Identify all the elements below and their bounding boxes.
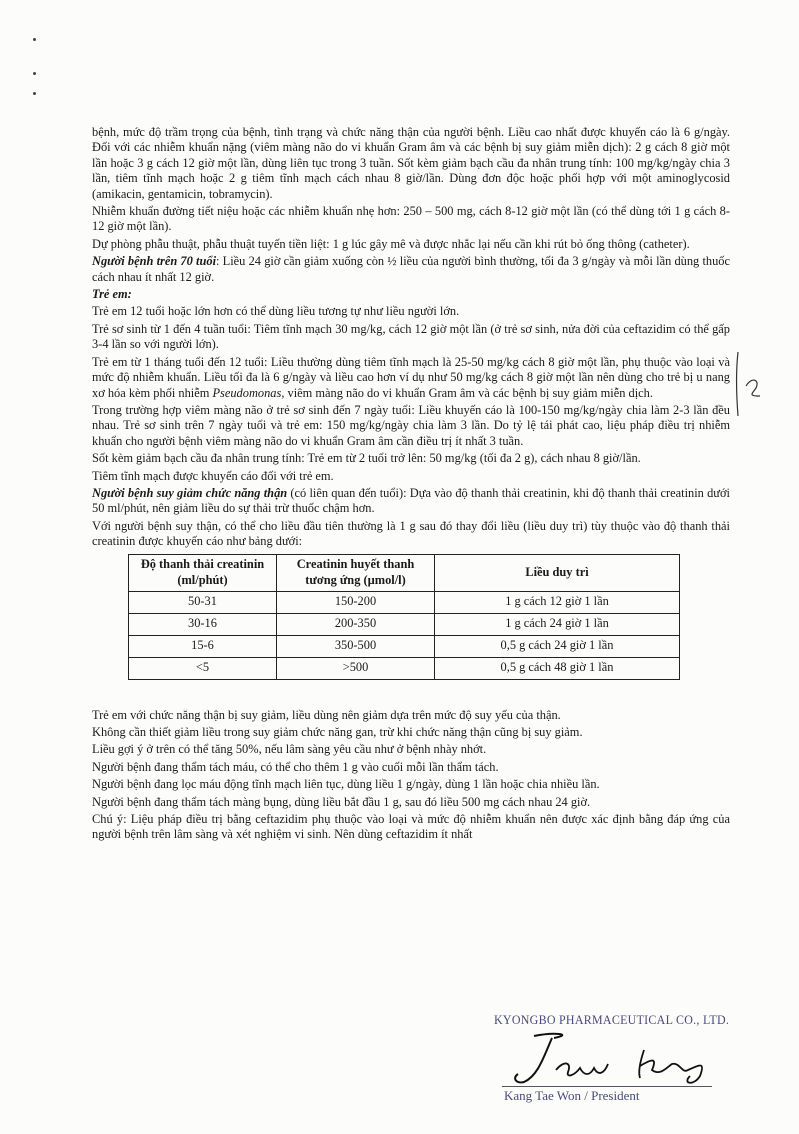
table-cell: <5 xyxy=(129,657,277,679)
paragraph-renal xyxy=(92,486,730,517)
col-header-serum: Creatinin huyết thanh tương ứng (µmol/l) xyxy=(277,554,435,591)
paragraph: Người bệnh đang thẩm tách máu, có thể cho thêm 1 g vào cuối mỗi lần thẩm tách. xyxy=(92,759,499,774)
signature-block xyxy=(494,1010,734,1130)
paragraph: Trẻ em 12 tuổi hoặc lớn hơn có thể dùng liều tương tự như liều người lớn. xyxy=(92,304,460,319)
paragraph: Tiêm tĩnh mạch được khuyến cáo đối với trẻ em. xyxy=(92,468,334,483)
paragraph: Dự phòng phẫu thuật, phẫu thuật tuyến tiền liệt: 1 g lúc gây mê và được nhắc lại nếu cần khi rút bỏ ống thông (catheter). xyxy=(92,236,690,251)
table-row xyxy=(129,613,680,635)
children-heading: Trẻ em xyxy=(92,287,128,302)
table-cell: 350-500 xyxy=(277,635,435,657)
paragraph: Chú ý: Liệu pháp điều trị bằng ceftazidim phụ thuộc vào loại và mức độ nhiễm khuẩn nên được xác định bằng đáp ứng của người bệnh trên lâm sàng và xét nghiệm vi sinh. Nên dùng ceftazidim ít nhất xyxy=(92,812,730,842)
company-stamp: KYONGBO PHARMACEUTICAL CO., LTD. xyxy=(494,1012,730,1027)
table-cell: 50-31 xyxy=(129,591,277,613)
notes-section xyxy=(92,708,730,843)
table-cell: 200-350 xyxy=(277,613,435,635)
table-cell: 15-6 xyxy=(129,635,277,657)
paragraph: Trẻ em với chức năng thận bị suy giảm, liều dùng nên giảm dựa trên mức độ suy yếu của thận. xyxy=(92,707,561,722)
table-row xyxy=(129,657,680,679)
table-cell: 1 g cách 12 giờ 1 lần xyxy=(435,591,680,613)
children-colon: : xyxy=(127,287,132,302)
signer-name: Kang Tae Won / President xyxy=(504,1088,640,1103)
margin-initial-mark xyxy=(730,350,770,420)
paragraph: Nhiễm khuẩn đường tiết niệu hoặc các nhiễm khuẩn nhẹ hơn: 250 – 500 mg, cách 8-12 giờ một lần (có thể dùng tới 1 g cách 8-12 giờ một lần). xyxy=(92,204,730,234)
table-cell: 30-16 xyxy=(129,613,277,635)
table-row xyxy=(129,591,680,613)
text-part: , viêm màng não do vi khuẩn Gram âm và các bệnh bị suy giảm miễn dịch. xyxy=(281,385,653,400)
paragraph-elderly xyxy=(92,254,730,285)
elderly-text: : Liều 24 giờ cần giảm xuống còn ½ liều của người bình thường, tối đa 3 g/ngày và mỗi lần dùng thuốc cách nhau ít nhất 12 giờ. xyxy=(92,254,730,284)
paragraph: Người bệnh đang thẩm tách màng bụng, dùng liều bắt đầu 1 g, sau đó liều 500 mg cách nhau 24 giờ. xyxy=(92,794,591,809)
paragraph: Với người bệnh suy thận, có thể cho liều đầu tiên thường là 1 g sau đó thay đổi liều (liều duy trì) tùy thuộc vào độ thanh thải creatinin được khuyến cáo như bảng dưới: xyxy=(92,518,730,549)
renal-text: (có liên quan đến tuổi): Dựa vào độ thanh thải creatinin, khi độ thanh thải creatinin dưới 50 ml/phút, nên giảm liều do sự thải trừ thuốc chậm hơn. xyxy=(92,485,730,516)
paragraph xyxy=(92,355,730,401)
paragraph: bệnh, mức độ trầm trọng của bệnh, tình trạng và chức năng thận của người bệnh. Liều cao nhất được khuyến cáo là 6 g/ngày. Đối với các nhiễm khuẩn nặng (viêm màng não do vi khuẩn Gram âm và các bệnh bị suy giảm miễn dịch): 2 g cách 8 giờ một lần hoặc 3 g cách 12 giờ một lần, dùng liên tục trong 3 tuần. Sốt kèm giảm bạch cầu đa nhân trung tính: 100 mg/kg/ngày chia 3 lần, tiêm tĩnh mạch hoặc 2 g tiêm tĩnh mạch cách nhau 8 giờ/lần. Dùng đơn độc hoặc phối hợp với một aminoglycosid (amikacin, gentamicin, tobramycin). xyxy=(92,125,730,201)
table-cell: 1 g cách 24 giờ 1 lần xyxy=(435,613,680,635)
renal-heading: Người bệnh suy giảm chức năng thận xyxy=(92,485,288,500)
paragraph: Không cần thiết giảm liều trong suy giảm chức năng gan, trừ khi chức năng thận cũng bị suy giảm. xyxy=(92,724,583,739)
document-body xyxy=(92,125,730,845)
pseudomonas-term: Pseudomonas xyxy=(212,385,282,400)
children-heading-line xyxy=(92,287,730,302)
table-cell: >500 xyxy=(277,657,435,679)
paragraph: Sốt kèm giảm bạch cầu đa nhân trung tính: Trẻ em từ 2 tuổi trở lên: 50 mg/kg (tối đa 2 g), cách nhau 8 giờ/lần. xyxy=(92,451,641,466)
dose-table xyxy=(128,554,680,680)
col-header-clearance: Độ thanh thải creatinin (ml/phút) xyxy=(129,554,277,591)
table-cell: 150-200 xyxy=(277,591,435,613)
table-row xyxy=(129,635,680,657)
elderly-heading: Người bệnh trên 70 tuổi xyxy=(92,254,217,269)
table-cell: 0,5 g cách 48 giờ 1 lần xyxy=(435,657,680,679)
paragraph: Trong trường hợp viêm màng não ở trẻ sơ sinh đến 7 ngày tuổi: Liều khuyến cáo là 100-150 mg/kg/ngày chia làm 2-3 lần đều nhau. Trẻ sơ sinh trên 7 ngày tuổi và trẻ em: 150 mg/kg/ngày chia làm 3 lần. Do tỷ lệ tái phát cao, liệu pháp điều trị nhiễm khuẩn cho người bệnh viêm màng não do vi khuẩn Gram âm cần điều trị ít nhất 3 tuần. xyxy=(92,402,730,448)
table-cell: 0,5 g cách 24 giờ 1 lần xyxy=(435,635,680,657)
paragraph: Trẻ sơ sinh từ 1 đến 4 tuần tuổi: Tiêm tĩnh mạch 30 mg/kg, cách 12 giờ một lần (ở trẻ sơ sinh, nửa đời của ceftazidim có thể gấp 3-4 lần so với người lớn). xyxy=(92,321,730,352)
paragraph: Người bệnh đang lọc máu động tĩnh mạch liên tục, dùng liều 1 g/ngày, dùng 1 lần hoặc chia nhiều lần. xyxy=(92,777,600,792)
paragraph: Liều gợi ý ở trên có thể tăng 50%, nếu lâm sàng yêu cầu như ở bệnh nhày nhớt. xyxy=(92,742,487,757)
signature-line xyxy=(502,1086,712,1087)
col-header-dose: Liều duy trì xyxy=(435,554,680,591)
text-part: Trẻ em từ 1 tháng tuổi đến 12 tuổi: Liều thường dùng tiêm tĩnh mạch là 25-50 mg/kg cách 8 giờ một lần, phụ thuộc vào loại và mức độ nhiễm khuẩn. Liều tối đa là 6 g/ngày và liều cao hơn ví dụ như 50 mg/kg cách 8 giờ một lần nên dùng cho trẻ bị u nang xơ hóa kèm phối nhiễm xyxy=(92,354,730,400)
handwritten-signature xyxy=(494,1026,734,1088)
table-header-row xyxy=(129,554,680,591)
